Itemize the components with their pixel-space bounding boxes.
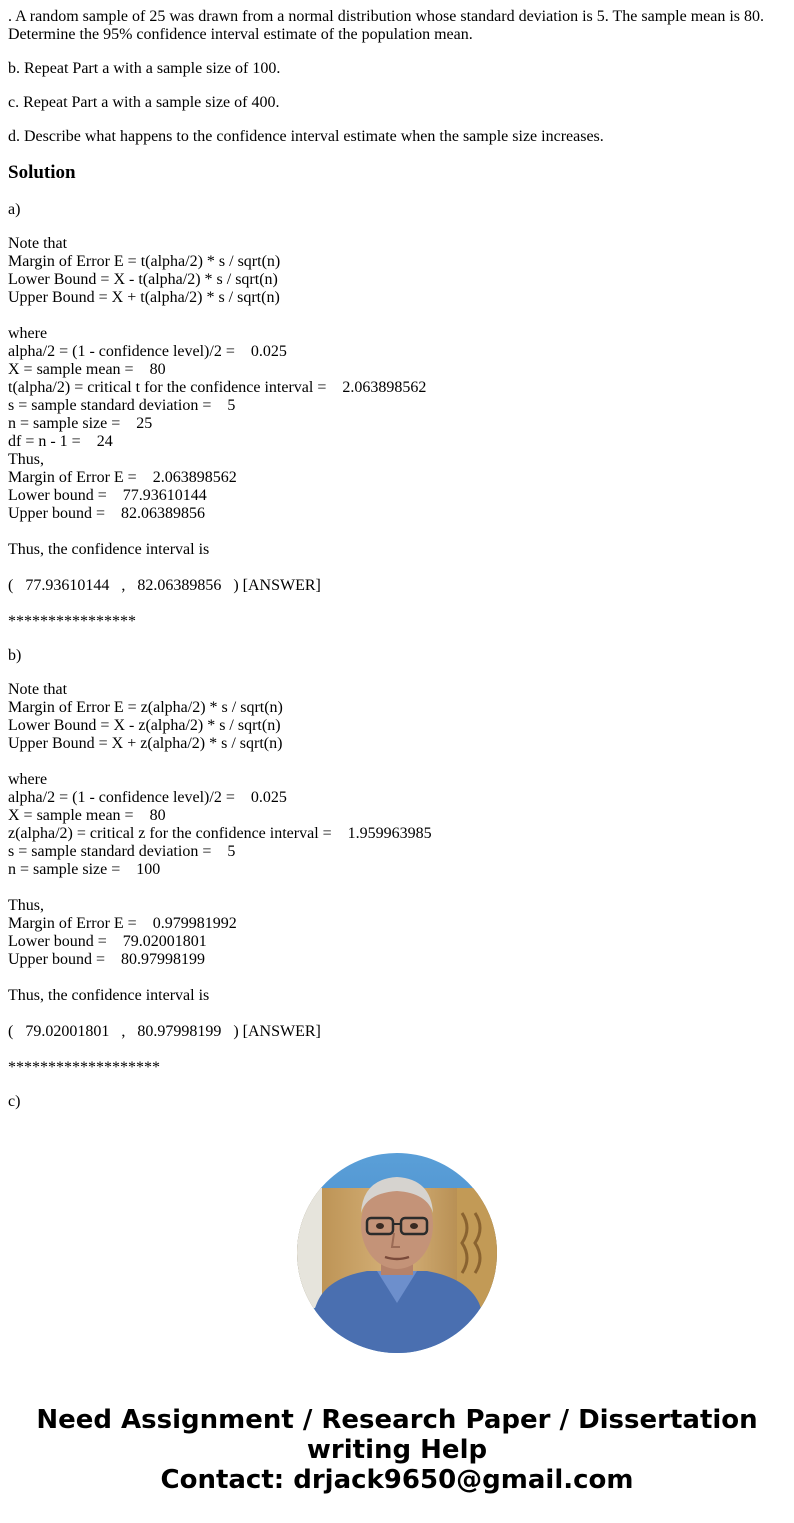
solution-b-line: Lower Bound = X - z(alpha/2) * s / sqrt(n) <box>8 717 281 734</box>
banner-line: writing Help <box>306 1435 488 1465</box>
solution-heading: Solution <box>8 162 76 183</box>
solution-a-line: df = n - 1 = 24 <box>8 433 113 450</box>
solution-b-line: Thus, <box>8 897 44 914</box>
solution-b-line: n = sample size = 100 <box>8 861 161 878</box>
question-part-d: d. Describe what happens to the confidence interval estimate when the sample size increases. <box>8 128 604 145</box>
solution-a-line <box>8 307 786 325</box>
solution-b-line: Note that <box>8 681 68 698</box>
solution-b-line: Upper bound = 80.97998199 <box>8 951 206 968</box>
document-body <box>8 8 786 1127</box>
solution-b-separator: ******************* <box>8 1059 160 1076</box>
solution-a-line: X = sample mean = 80 <box>8 361 166 378</box>
solution-b-line <box>8 1005 786 1023</box>
solution-a-line: where <box>8 325 48 342</box>
contact-banner <box>0 1405 794 1495</box>
question-part-b: b. Repeat Part a with a sample size of 100. <box>8 60 281 77</box>
solution-a-line: t(alpha/2) = critical t for the confidence interval = 2.063898562 <box>8 379 427 396</box>
solution-b-line: z(alpha/2) = critical z for the confidence interval = 1.959963985 <box>8 825 432 842</box>
solution-a-line: Lower Bound = X - t(alpha/2) * s / sqrt(n) <box>8 271 278 288</box>
solution-b-block <box>8 681 786 1041</box>
solution-a-line: Thus, <box>8 451 44 468</box>
solution-a-line: n = sample size = 25 <box>8 415 153 432</box>
solution-b-line: where <box>8 771 48 788</box>
solution-a-separator: **************** <box>8 613 136 630</box>
solution-a-label: a) <box>8 201 21 218</box>
question-part-c: c. Repeat Part a with a sample size of 400. <box>8 94 280 111</box>
solution-b-line: Lower bound = 79.02001801 <box>8 933 207 950</box>
solution-b-line <box>8 969 786 987</box>
contact-email: Contact: drjack9650@gmail.com <box>160 1465 634 1495</box>
solution-a-line: Margin of Error E = t(alpha/2) * s / sqrt(n) <box>8 253 281 270</box>
solution-b-line <box>8 879 786 897</box>
solution-b-answer: ( 79.02001801 , 80.97998199 ) [ANSWER] <box>8 1023 321 1040</box>
solution-a-block <box>8 235 786 595</box>
solution-b-line <box>8 753 786 771</box>
solution-a-line: Upper Bound = X + t(alpha/2) * s / sqrt(n) <box>8 289 280 306</box>
solution-a-line <box>8 523 786 541</box>
solution-b-line: Thus, the confidence interval is <box>8 987 210 1004</box>
solution-a-line: Note that <box>8 235 68 252</box>
solution-a-line: s = sample standard deviation = 5 <box>8 397 236 414</box>
solution-a-line: Thus, the confidence interval is <box>8 541 210 558</box>
solution-b-line: X = sample mean = 80 <box>8 807 166 824</box>
solution-b-line: alpha/2 = (1 - confidence level)/2 = 0.025 <box>8 789 287 806</box>
solution-b-line: Upper Bound = X + z(alpha/2) * s / sqrt(n) <box>8 735 283 752</box>
solution-b-line: Margin of Error E = 0.979981992 <box>8 915 237 932</box>
solution-b-label: b) <box>8 647 22 664</box>
solution-a-line <box>8 559 786 577</box>
author-photo <box>297 1153 497 1353</box>
solution-b-line: s = sample standard deviation = 5 <box>8 843 236 860</box>
solution-a-line: Margin of Error E = 2.063898562 <box>8 469 237 486</box>
banner-line: Need Assignment / Research Paper / Dissertation <box>36 1405 758 1435</box>
solution-a-line: Upper bound = 82.06389856 <box>8 505 206 522</box>
solution-b-line: Margin of Error E = z(alpha/2) * s / sqrt(n) <box>8 699 283 716</box>
solution-a-line: alpha/2 = (1 - confidence level)/2 = 0.025 <box>8 343 287 360</box>
solution-a-answer: ( 77.93610144 , 82.06389856 ) [ANSWER] <box>8 577 321 594</box>
solution-c-label: c) <box>8 1093 21 1110</box>
question-part-a: . A random sample of 25 was drawn from a normal distribution whose standard deviation is 5. The sample mean is 80. Determine the 95% confidence interval estimate of the population mean. <box>8 8 765 43</box>
solution-a-line: Lower bound = 77.93610144 <box>8 487 207 504</box>
